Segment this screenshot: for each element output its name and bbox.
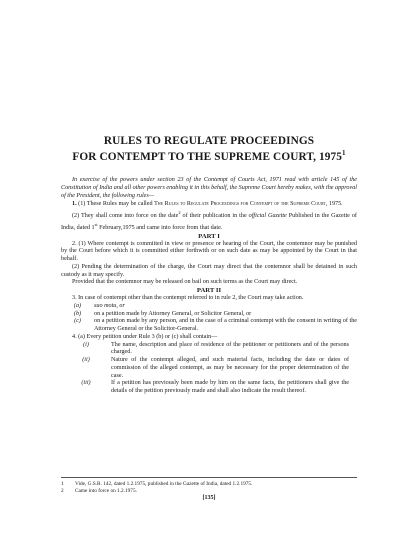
footnotes	[61, 477, 357, 496]
rule-1-2-text-a: (2) They shall come into force on the date	[72, 213, 179, 220]
list-item-text: Nature of the contempt alleged, and such material facts, including the date or dates of commission of the alleged contempt, as may be necessary for the proper determination of the case.	[111, 357, 349, 379]
rule-1-1-text: (1) These Rules may be called	[78, 201, 153, 208]
list-item-text: suo motu, or	[94, 302, 125, 309]
list-item	[61, 357, 357, 380]
list-item-label: (ii)	[82, 357, 90, 364]
list-item-label: (c)	[74, 318, 81, 325]
list-item	[61, 303, 357, 311]
rule-1-1	[61, 201, 357, 209]
list-item	[61, 318, 357, 334]
list-item	[61, 342, 357, 358]
rules-short-title: The Rules to Regulate Proceedings for Contempt of the Supreme Court	[154, 201, 326, 208]
list-item-text: on a petition made by Attorney General, or Solicitor General, or	[94, 310, 252, 317]
list-item-label: (b)	[73, 310, 82, 317]
rule-2-1: 2. (1) Where contempt is committed in view or presence or hearing of the Court, the contemnor may be punished by the Court before which it is committed either forthwith or on such date as may be appointed by the Court in that behalf.	[61, 240, 357, 263]
list-item-label: (i)	[83, 341, 89, 348]
rule-1-2-text-b: of their publication in the	[180, 213, 247, 220]
ordinal-suffix: st	[94, 221, 98, 227]
list-item	[61, 380, 357, 396]
title-line-2-text: FOR CONTEMPT TO THE SUPREME COURT, 1975	[72, 150, 342, 163]
rule-1-2-text-c: Published in the Gazette of India, dated 1	[61, 213, 357, 231]
rule-1-1-year: , 1975.	[325, 201, 343, 208]
list-item-label: (iii)	[81, 380, 91, 387]
rule-3: 3. In case of contempt other than the contempt referred to in rule 2, the Court may take action.	[72, 295, 304, 302]
rule-3-list	[61, 303, 357, 334]
rule-2-proviso: Provided that the contemnor may be released on bail on such terms as the Court may direct.	[72, 279, 298, 286]
rule-1-2	[61, 209, 357, 233]
rules-body	[61, 177, 357, 396]
title-footnote-marker: 1	[341, 149, 346, 157]
page-number: [135]	[202, 495, 216, 501]
rule-1-number: 1.	[72, 201, 77, 208]
list-item-text: If a petition has previously been made by him on the same facts, the petitioners shall give the details of the petition previously made and shall also indicate the result thereof.	[111, 380, 349, 395]
part-1-heading: PART I	[198, 232, 220, 240]
intro-paragraph: In exercise of the powers under section 23 of the Contempt of Courts Act, 1971 read with article 145 of the Constitution of India and all other powers enabling it in this behalf, the Supreme Court hereby makes, with the approval of the President, the following rules—	[61, 177, 357, 199]
title-line-1: RULES TO REGULATE PROCEEDINGS	[103, 135, 315, 147]
rule-1-2-text-d: February,1975 and came into force from that date.	[97, 224, 223, 231]
list-item-label: (a)	[73, 302, 82, 309]
list-item-text: on a petition made by any person, and in the case of a criminal contempt with the consent in writing of the Attorney General or the Solicitor-General.	[94, 318, 357, 333]
footnote-number: 1	[61, 481, 64, 487]
footnote-number: 2	[61, 488, 64, 495]
footnote-text: Came into force on 1.2.1975.	[75, 488, 137, 495]
list-item-text: The name, description and place of residence of the petitioner or petitioners and of the persons charged.	[111, 341, 349, 356]
rule-4: 4. (a) Every petition under Rule 3 (b) or (c) shall contain—	[72, 333, 218, 340]
rule-4-list	[61, 342, 357, 396]
rule-2-2: (2) Pending the determination of the charge, the Court may direct that the contemnor shall be detained in such custody as it may specify.	[61, 263, 357, 278]
footnote-2-marker: 2	[178, 210, 181, 215]
official-gazette-text: official Gazette	[248, 213, 287, 220]
title-line-2	[61, 149, 357, 163]
document-page	[61, 0, 357, 538]
footnote-text: Vide, G.S.R. 142, dated 1.2.1975, published in the Gazette of India, dated 1.2.1975.	[75, 481, 253, 487]
part-2-heading: PART II	[196, 287, 222, 295]
